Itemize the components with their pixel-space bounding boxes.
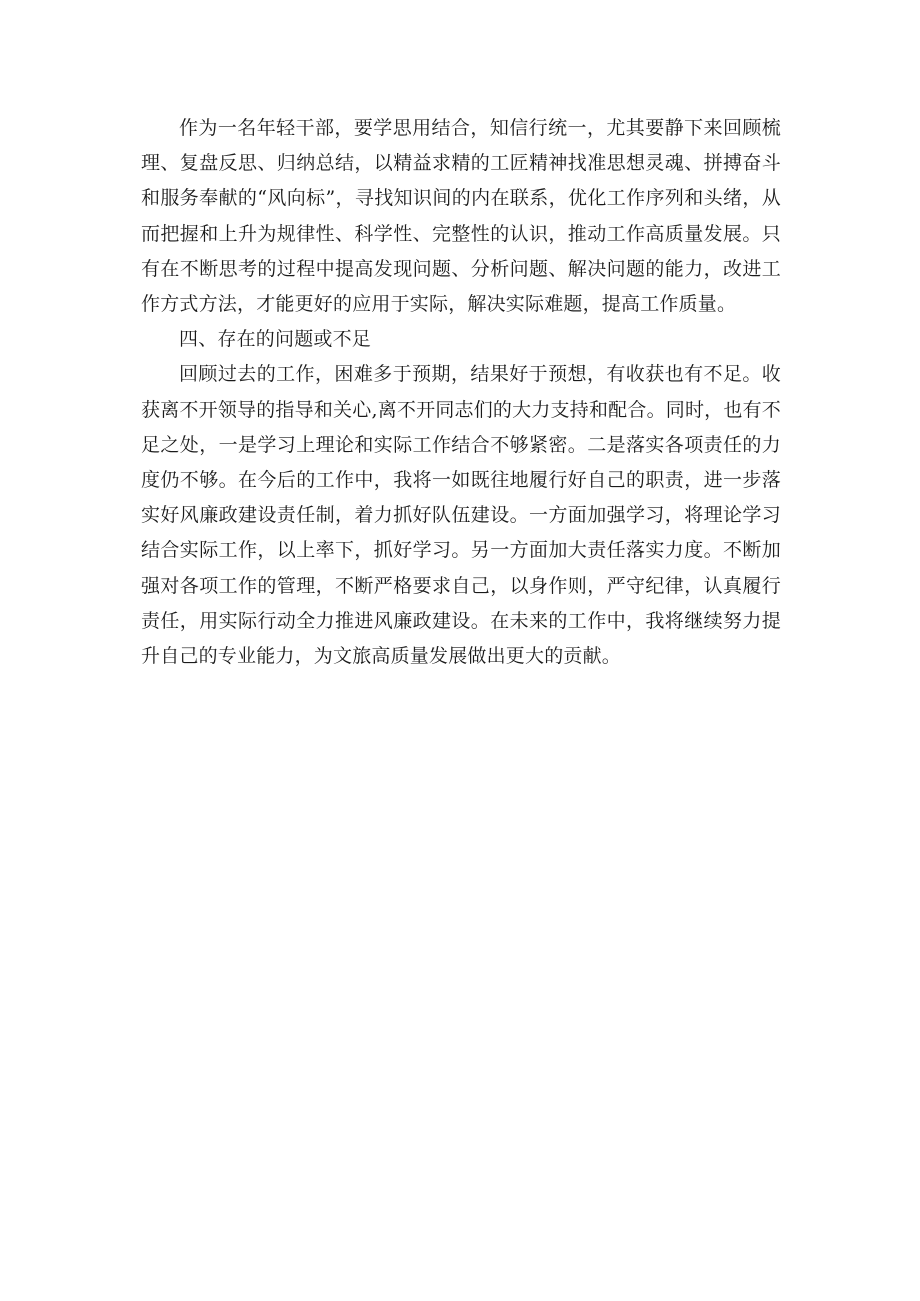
section-heading-problems: 四、存在的问题或不足 [179, 328, 372, 351]
paragraph-young-cadre-reflection: 作为一名年轻干部，要学思用结合，知信行统一，尤其要静下来回顾梳理、复盘反思、归纳总结，以精益求精的工匠精神找准思想灵魂、拼搏奋斗和服务奉献的“风向标”，寻找知识间的内在联系，优化工作序列和头绪，从而把握和上升为规律性、科学性、完整性的认识，推动工作高质量发展。只有在不断思考的过程中提高发现问题、分析问题、解决问题的能力，改进工作方式方法，才能更好的应用于实际，解决实际难题，提高工作质量。 [141, 117, 781, 316]
document-body [141, 111, 781, 674]
paragraph-review-shortcomings: 回顾过去的工作，困难多于预期，结果好于预想，有收获也有不足。收获离不开领导的指导和关心,离不开同志们的大力支持和配合。同时，也有不足之处，一是学习上理论和实际工作结合不够紧密。二是落实各项责任的力度仍不够。在今后的工作中，我将一如既往地履行好自己的职责，进一步落实好风廉政建设责任制，着力抓好队伍建设。一方面加强学习，将理论学习结合实际工作，以上率下，抓好学习。另一方面加大责任落实力度。不断加强对各项工作的管理，不断严格要求自己，以身作则，严守纪律，认真履行责任，用实际行动全力推进风廉政建设。在未来的工作中，我将继续努力提升自己的专业能力，为文旅高质量发展做出更大的贡献。 [141, 363, 781, 668]
